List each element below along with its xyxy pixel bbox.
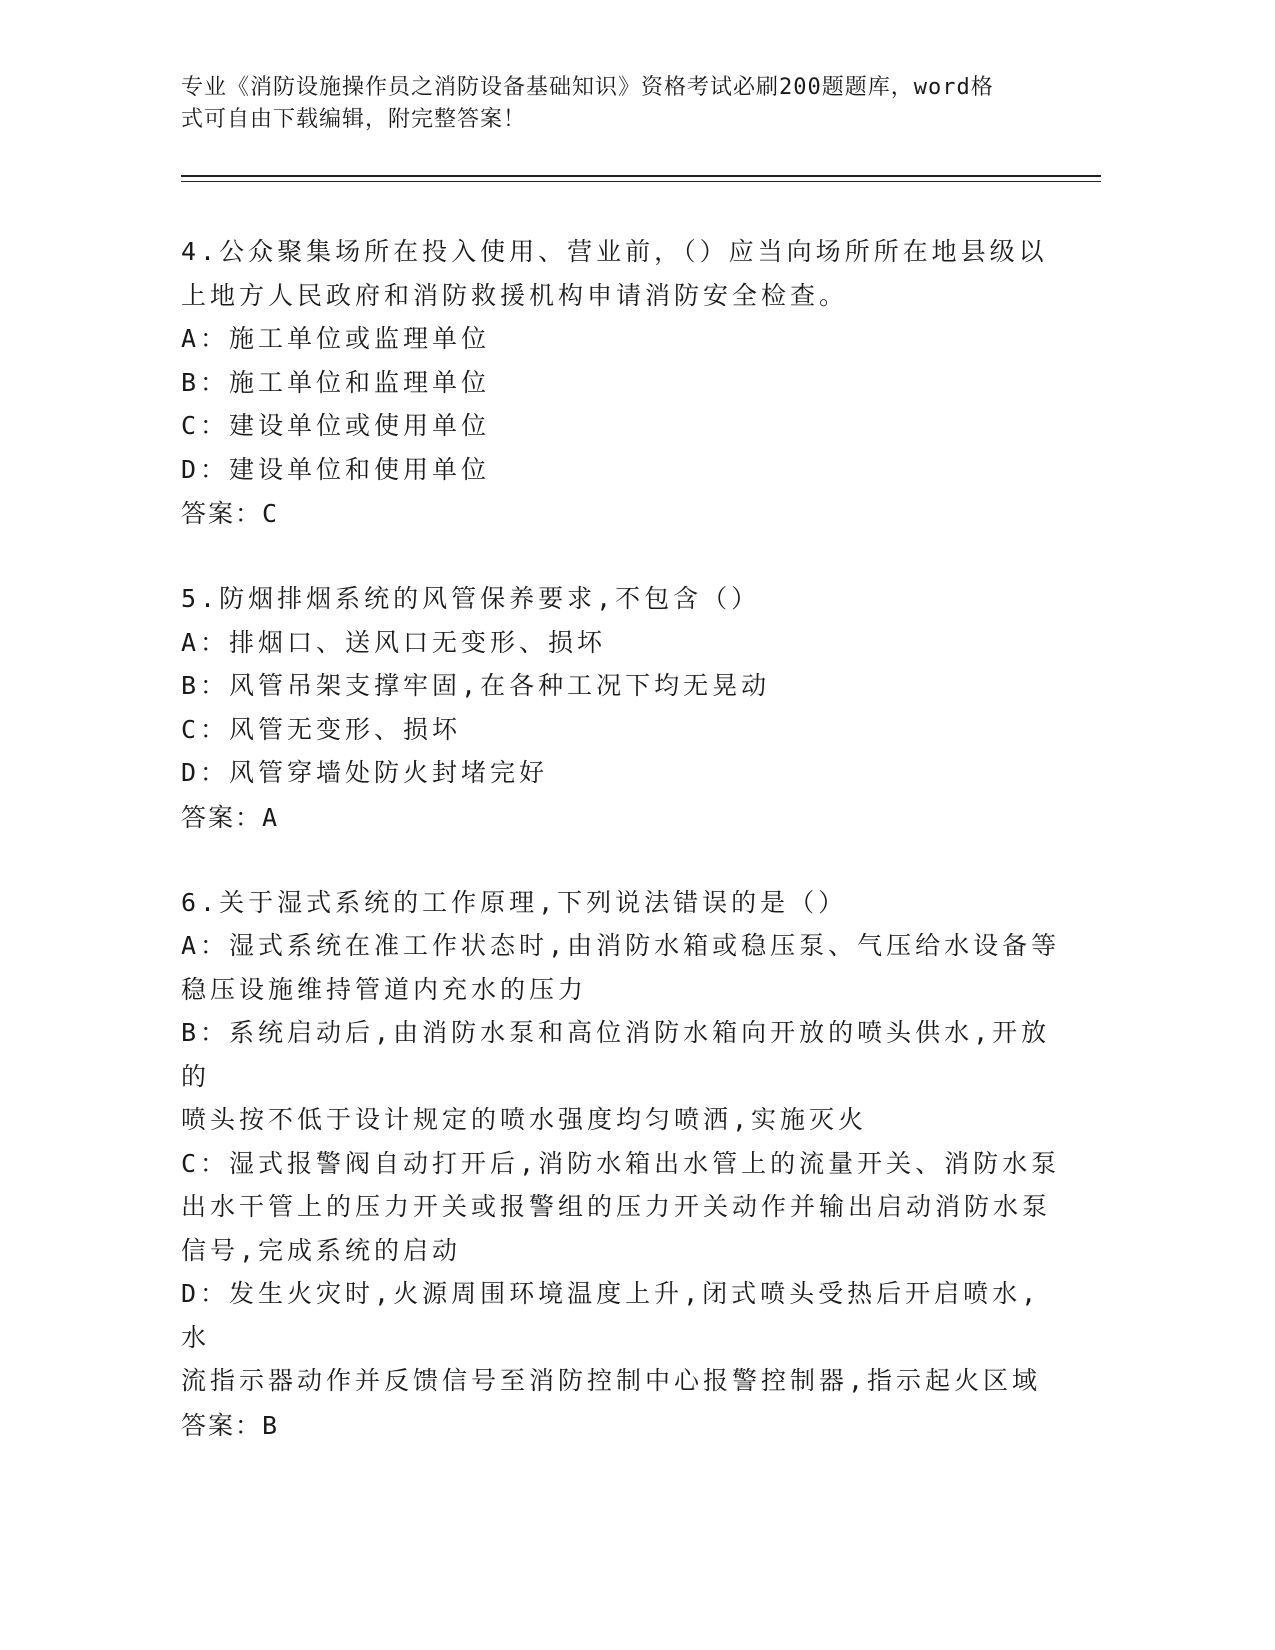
header-divider (181, 175, 1101, 177)
option-b: B：施工单位和监理单位 (181, 367, 491, 397)
question-stem-line: 上地方人民政府和消防救援机构申请消防安全检查。 (181, 280, 849, 310)
answer-value: A (262, 802, 280, 832)
option-d: D：建设单位和使用单位 (181, 454, 491, 484)
answer-value: B (262, 1410, 280, 1440)
option-d: D：发生火灾时,火源周围环境温度上升,闭式喷头受热后开启喷水,水 (181, 1279, 1041, 1352)
option-c-continued: 信号,完成系统的启动 (181, 1235, 462, 1265)
document-header (181, 72, 1031, 136)
option-c: C：风管无变形、损坏 (181, 714, 462, 744)
question-stem-line: 4.公众聚集场所在投入使用、营业前，（）应当向场所所在地县级以 (181, 237, 1048, 266)
question-spacer (181, 841, 1061, 881)
option-d: D：风管穿墙处防火封堵完好 (181, 758, 549, 787)
header-divider-thin (181, 181, 1101, 182)
answer-line (181, 795, 1061, 841)
option-a-continued: 稳压设施维持管道内充水的压力 (181, 974, 588, 1004)
answer-label: 答案： (181, 499, 263, 528)
header-line-1: 专业《消防设施操作员之消防设备基础知识》资格考试必刷200题题库，word格 (181, 75, 994, 100)
option-b: B：风管吊架支撑牢固,在各种工况下均无晃动 (181, 671, 771, 700)
answer-line (181, 1403, 1061, 1449)
option-a: A：施工单位或监理单位 (181, 324, 491, 353)
question-stem-line: 6.关于湿式系统的工作原理,下列说法错误的是（） (181, 887, 848, 917)
question-6 (181, 881, 1061, 1449)
answer-label: 答案： (181, 1410, 263, 1440)
option-c-continued: 出水干管上的压力开关或报警组的压力开关动作并输出启动消防水泵 (181, 1192, 1052, 1221)
question-spacer (181, 537, 1061, 577)
option-c: C：湿式报警阀自动打开后,消防水箱出水管上的流量开关、消防水泵 (181, 1148, 1061, 1178)
option-b: B：系统启动后,由消防水泵和高位消防水箱向开放的喷头供水,开放的 (181, 1018, 1051, 1091)
answer-line (181, 491, 1061, 537)
header-line-2: 式可自由下载编辑，附完整答案！ (181, 107, 527, 132)
answer-value: C (262, 499, 280, 528)
option-a: A：排烟口、送风口无变形、损坏 (181, 627, 607, 657)
answer-label: 答案： (181, 802, 263, 832)
option-d-continued: 流指示器动作并反馈信号至消防控制中心报警控制器,指示起火区域 (181, 1366, 1042, 1395)
option-a: A：湿式系统在准工作状态时,由消防水箱或稳压泵、气压给水设备等 (181, 931, 1061, 960)
question-4 (181, 230, 1061, 537)
option-c: C：建设单位或使用单位 (181, 411, 491, 440)
option-b-continued: 喷头按不低于设计规定的喷水强度均匀喷洒,实施灭火 (181, 1105, 868, 1134)
question-5 (181, 577, 1061, 841)
question-list (181, 230, 1061, 1449)
question-stem-line: 5.防烟排烟系统的风管保养要求,不包含（） (181, 584, 761, 613)
